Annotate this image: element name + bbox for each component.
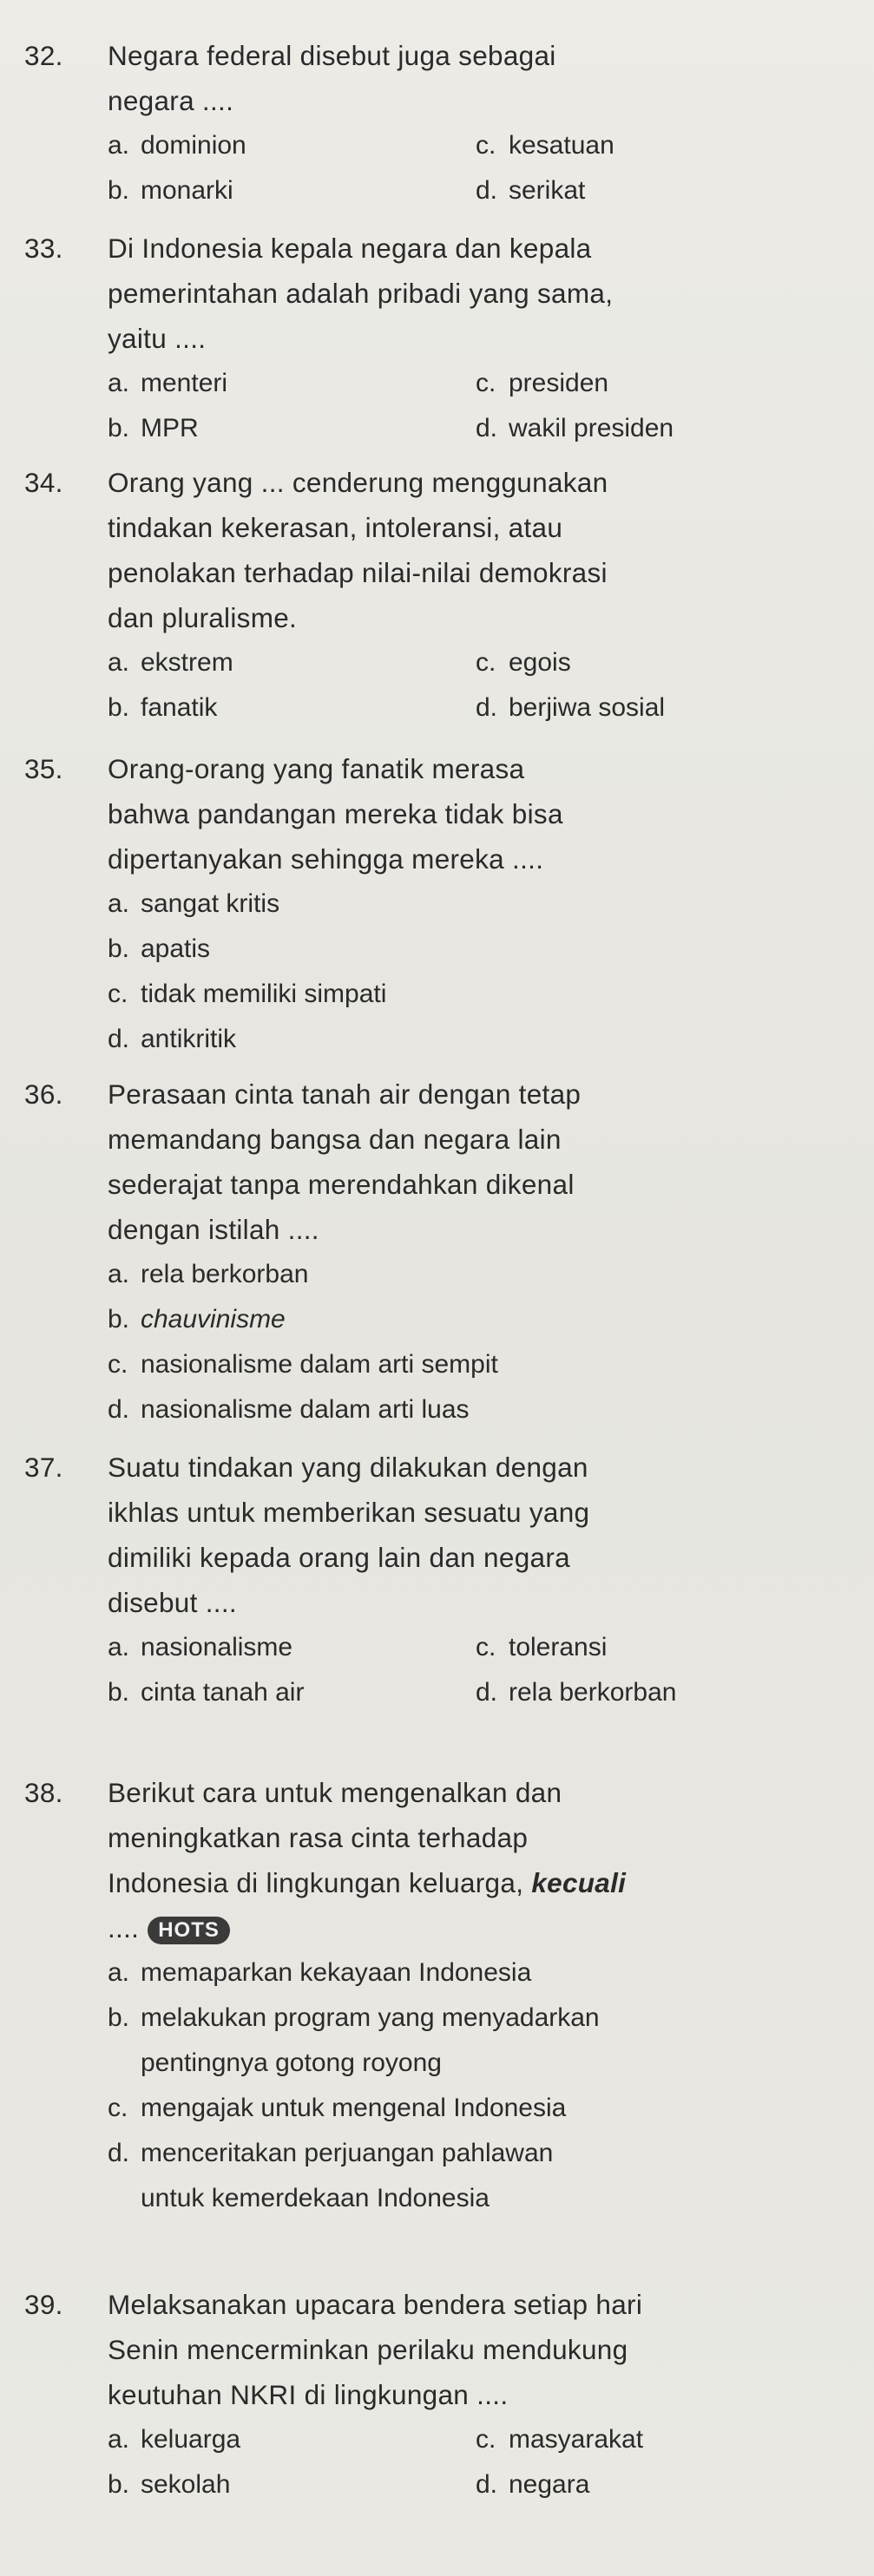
option-a[interactable]: a. sangat kritis [108, 889, 280, 918]
question-text-line: dan pluralisme. [108, 602, 298, 633]
question-number: 38. [24, 1777, 63, 1808]
question-number: 34. [24, 467, 63, 498]
question-text-line: dipertanyakan sehingga mereka .... [108, 843, 544, 875]
question-text-line: Di Indonesia kepala negara dan kepala [108, 233, 592, 264]
question-text-line: Senin mencerminkan perilaku mendukung [108, 2334, 628, 2365]
option-a[interactable]: a. rela berkorban [108, 1260, 309, 1288]
option-a[interactable]: a. ekstrem [108, 648, 233, 677]
option-d-continued: untuk kemerdekaan Indonesia [141, 2184, 490, 2212]
option-a[interactable]: a. dominion [108, 131, 246, 160]
hots-badge: HOTS [148, 1917, 230, 1944]
question-text-line: bahwa pandangan mereka tidak bisa [108, 798, 563, 829]
question-text-line: yaitu .... [108, 323, 207, 354]
option-a[interactable]: a. keluarga [108, 2425, 241, 2454]
question-number: 36. [24, 1078, 63, 1110]
question-text-line: negara .... [108, 85, 234, 116]
question-text-line: keutuhan NKRI di lingkungan .... [108, 2379, 509, 2410]
option-b[interactable]: b. sekolah [108, 2470, 231, 2499]
question-text-line: Orang-orang yang fanatik merasa [108, 753, 525, 784]
question-number: 32. [24, 40, 63, 71]
question-text-line: Berikut cara untuk mengenalkan dan [108, 1777, 562, 1808]
question-trail: .... [108, 1912, 140, 1943]
question-number: 33. [24, 233, 63, 264]
option-d[interactable]: d. rela berkorban [476, 1678, 677, 1707]
option-c[interactable]: c. masyarakat [476, 2425, 644, 2454]
option-d[interactable]: d. menceritakan perjuangan pahlawan [108, 2139, 554, 2167]
question-text-line: Suatu tindakan yang dilakukan dengan [108, 1452, 588, 1483]
option-a[interactable]: a. memaparkan kekayaan Indonesia [108, 1958, 532, 1987]
question-number: 35. [24, 753, 63, 784]
question-number: 39. [24, 2289, 63, 2320]
question-36 [24, 1072, 858, 1432]
option-c[interactable]: c. presiden [476, 369, 609, 397]
option-d[interactable]: d. serikat [476, 176, 586, 205]
options [24, 1950, 858, 2221]
option-c[interactable]: c. tidak memiliki simpati [108, 980, 387, 1008]
option-b[interactable]: b. melakukan program yang menyadarkan [108, 2003, 600, 2032]
question-text-line: sederajat tanpa merendahkan dikenal [108, 1169, 575, 1200]
question-38 [24, 1770, 858, 2221]
option-a[interactable]: a. nasionalisme [108, 1633, 293, 1662]
options [24, 2417, 858, 2507]
option-d[interactable]: d. antikritik [108, 1025, 237, 1053]
question-37 [24, 1445, 858, 1715]
question-number: 37. [24, 1452, 63, 1483]
option-d[interactable]: d. wakil presiden [476, 414, 674, 442]
option-d[interactable]: d. berjiwa sosial [476, 693, 666, 722]
options [24, 123, 858, 213]
option-b[interactable]: b. monarki [108, 176, 233, 205]
question-text-line: penolakan terhadap nilai-nilai demokrasi [108, 557, 608, 588]
option-b-continued: pentingnya gotong royong [141, 2048, 442, 2077]
question-35 [24, 746, 858, 1062]
option-d[interactable]: d. nasionalisme dalam arti luas [108, 1395, 470, 1424]
question-text-line: disebut .... [108, 1587, 237, 1618]
question-text-line: Indonesia di lingkungan keluarga, [108, 1867, 524, 1898]
option-b[interactable]: b. fanatik [108, 693, 218, 722]
question-text-line: Melaksanakan upacara bendera setiap hari [108, 2289, 643, 2320]
question-text-line: dimiliki kepada orang lain dan negara [108, 1542, 570, 1573]
options [24, 1252, 858, 1432]
options [24, 1625, 858, 1715]
option-c[interactable]: c. nasionalisme dalam arti sempit [108, 1350, 498, 1379]
question-text-line: ikhlas untuk memberikan sesuatu yang [108, 1497, 590, 1528]
question-text-line: memandang bangsa dan negara lain [108, 1124, 562, 1155]
question-text-line: dengan istilah .... [108, 1214, 319, 1245]
option-d[interactable]: d. negara [476, 2470, 590, 2499]
question-text-line: Negara federal disebut juga sebagai [108, 40, 556, 71]
question-39 [24, 2282, 858, 2507]
question-text-line: pemerintahan adalah pribadi yang sama, [108, 278, 614, 309]
option-a[interactable]: a. menteri [108, 369, 228, 397]
question-32 [24, 33, 858, 213]
option-b[interactable]: b. MPR [108, 414, 199, 442]
options [24, 882, 858, 1062]
option-c[interactable]: c. egois [476, 648, 571, 677]
question-text-line: Orang yang ... cenderung menggunakan [108, 467, 608, 498]
emphasis-text: kecuali [531, 1867, 627, 1898]
option-b[interactable]: b. cinta tanah air [108, 1678, 305, 1707]
options [24, 640, 858, 731]
option-c[interactable]: c. kesatuan [476, 131, 614, 160]
question-text-line: Perasaan cinta tanah air dengan tetap [108, 1078, 582, 1110]
question-34 [24, 460, 858, 731]
question-text-line: meningkatkan rasa cinta terhadap [108, 1822, 529, 1853]
option-b[interactable]: b. apatis [108, 934, 211, 963]
options [24, 361, 858, 451]
option-c[interactable]: c. mengajak untuk mengenal Indonesia [108, 2094, 567, 2122]
question-text-line: tindakan kekerasan, intoleransi, atau [108, 512, 563, 543]
question-33 [24, 226, 858, 451]
option-c[interactable]: c. toleransi [476, 1633, 608, 1662]
option-b[interactable]: b. chauvinisme [108, 1305, 286, 1334]
